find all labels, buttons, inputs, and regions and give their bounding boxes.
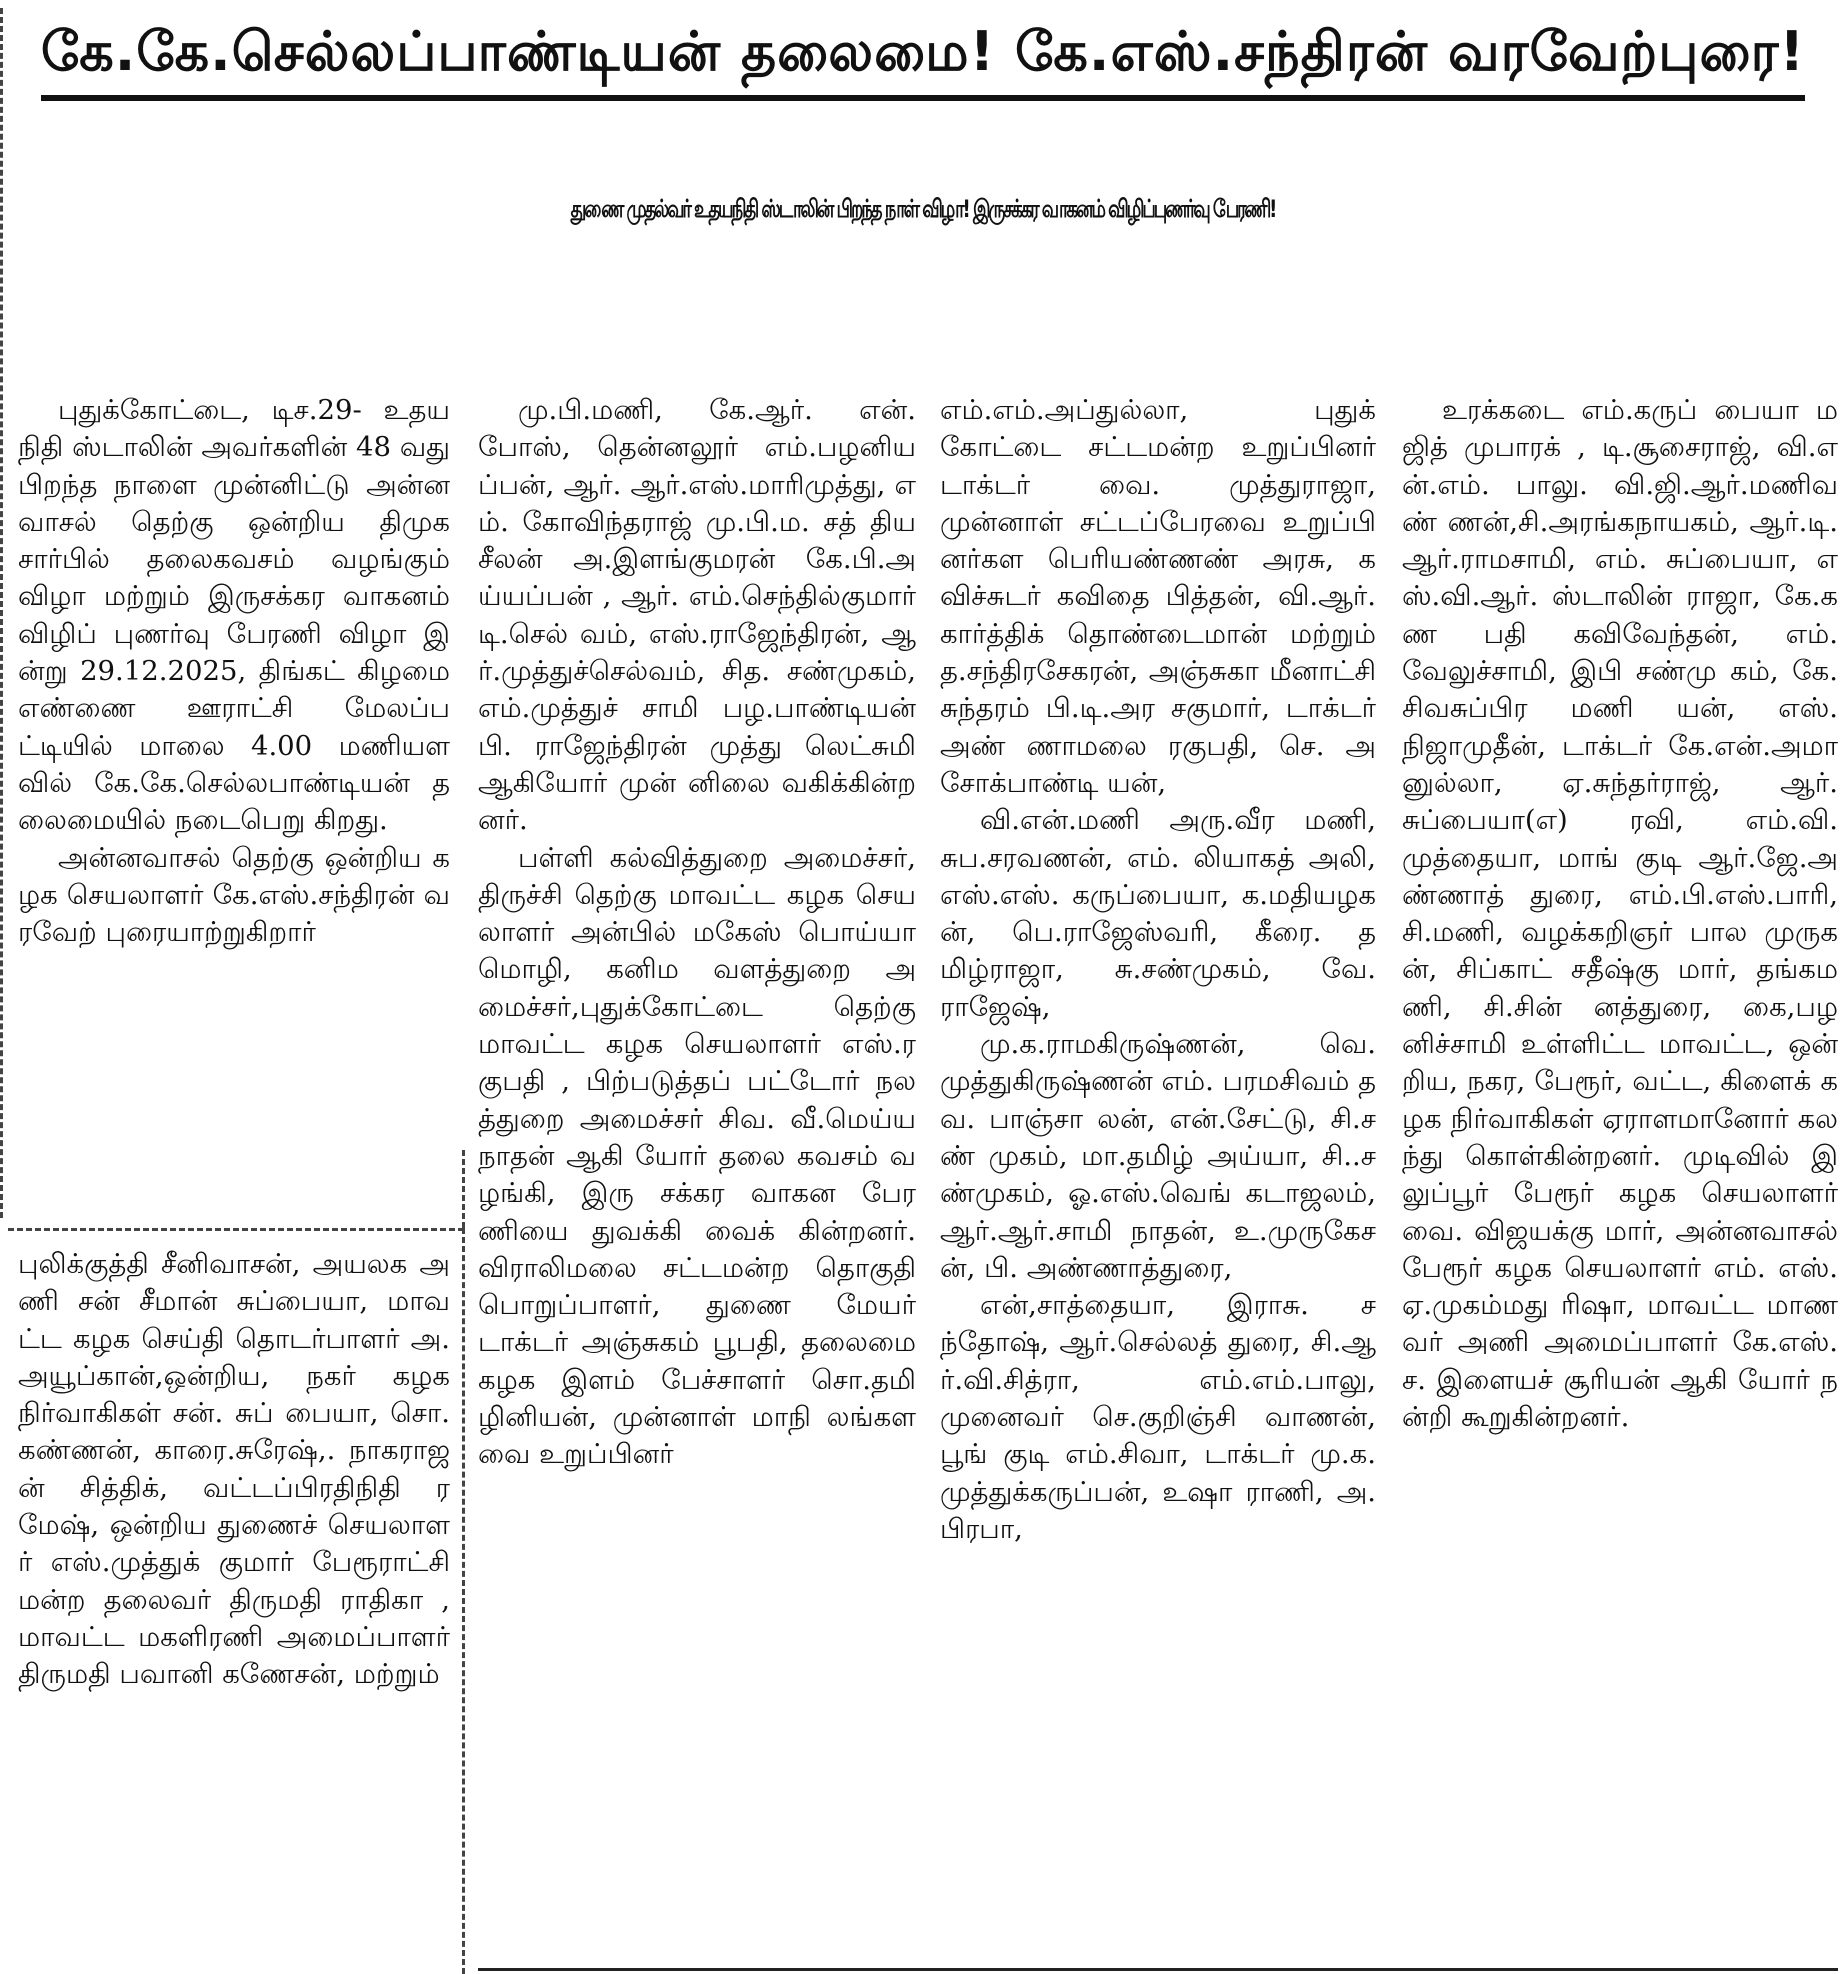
paragraph: வி.என்.மணி அரு.வீர மணி, சுப.சரவணன், எம். லியாகத் அலி, எஸ்.எஸ். கருப்பையா, க.மதியழகன், பெ.ராஜேஸ்வரி, கீரை. தமிழ்ராஜா, சு.சண்முகம், வே.ராஜேஷ், bbox=[940, 804, 1376, 1023]
paragraph: மு.க.ராமகிருஷ்ணன், வெ.முத்துகிருஷ்ணன் எம். பரமசிவம் தவ. பாஞ்சா லன், என்.சேட்டு, சி.சண் முகம், மா.தமிழ் அய்யா, சி..சண்முகம், ஓ.எஸ்.வெங் கடாஜலம், ஆர்.ஆர்.சாமி நாதன், உ.முருகேசன், பி. அண்ணாத்துரை, bbox=[940, 1028, 1376, 1284]
article-column-1-top bbox=[18, 392, 450, 951]
sub-headline bbox=[0, 289, 1846, 402]
article-column-4 bbox=[1402, 392, 1838, 1436]
kicker-text: கே.கே.செல்லப்பாண்டியன் தலைமை! கே.எஸ்.சந்திரன் வரவேற்புரை! bbox=[41, 20, 1805, 101]
box-border-top bbox=[8, 1228, 464, 1231]
article-column-1-bottom bbox=[18, 1246, 450, 1694]
paragraph: அன்னவாசல் தெற்கு ஒன்றிய கழக செயலாளர் கே.எஸ்.சந்திரன் வரவேற் புரையாற்றுகிறார் bbox=[18, 841, 450, 949]
column-divider bbox=[462, 1150, 465, 1228]
main-headline: துணை முதல்வர் உதயநிதி ஸ்டாலின் பிறந்த நாள் விழா! இருசக்கர வாகனம் விழிப்புணர்வு பேரணி! bbox=[570, 194, 1276, 223]
paragraph: எம்.எம்.அப்துல்லா, புதுக் கோட்டை சட்டமன்ற உறுப்பினர் டாக்டர் வை. முத்துராஜா, முன்னாள் சட்டப்பேரவை உறுப்பி னர்கள பெரியண்ணண் அரசு, கவிச்சுடர் கவிதை பித்தன், வி.ஆர்.கார்த்திக் தொண்டைமான் மற்றும் த.சந்திரசேகரன், அஞ்சுகா மீனாட்சி சுந்தரம் பி.டி.அர சகுமார், டாக்டர் அண் ணாமலை ரகுபதி, செ. அசோக்பாண்டி யன், bbox=[940, 394, 1376, 799]
paragraph: பள்ளி கல்வித்துறை அமைச்சர், திருச்சி தெற்கு மாவட்ட கழக செயலாளர் அன்பில் மகேஸ் பொய்யா மொழி, கனிம வளத்துறை அமைச்சர்,புதுக்கோட்டை தெற்கு மாவட்ட கழக செயலாளர் எஸ்.ரகுபதி , பிற்படுத்தப் பட்டோர் நலத்துறை அமைச்சர் சிவ. வீ.மெய்யநாதன் ஆகி யோர் தலை கவசம் வழங்கி, இரு சக்கர வாகன பேரணியை துவக்கி வைக் கின்றனர். விராலிமலை சட்டமன்ற தொகுதி பொறுப்பாளர், துணை மேயர் டாக்டர் அஞ்சுகம் பூபதி, தலைமை கழக இளம் பேச்சாளர் சொ.தமி ழினியன், முன்னாள் மாநி லங்களவை உறுப்பினர் bbox=[478, 841, 916, 1471]
bottom-rule bbox=[478, 1968, 1838, 1971]
paragraph: மு.பி.மணி, கே.ஆர். என்.போஸ், தென்னலூர் எம்.பழனியப்பன், ஆர். ஆர்.எஸ்.மாரிமுத்து, எம். கோவிந்தராஜ் மு.பி.ம. சத் தியசீலன் அ.இளங்குமரன் கே.பி.அய்யப்பன் , ஆர். எம்.செந்தில்குமார் டி.செல் வம், எஸ்.ராஜேந்திரன், ஆர்.முத்துச்செல்வம், சித. சண்முகம், எம்.முத்துச் சாமி பழ.பாண்டியன் பி. ராஜேந்திரன் முத்து லெட்சுமி ஆகியோர் முன் னிலை வகிக்கின்றனர். bbox=[478, 394, 916, 837]
box-border-right bbox=[462, 1228, 465, 1974]
paragraph: புலிக்குத்தி சீனிவாசன், அயலக அணி சன் சீமான் சுப்பையா, மாவட்ட கழக செய்தி தொடர்பாளர் அ.அயூப்கான்,ஒன்றிய, நகர் கழக நிர்வாகிகள் சன். சுப் பையா, சொ.கண்ணன், காரை.சுரேஷ்,. நாகராஜன் சித்திக், வட்டப்பிரதிநிதி ரமேஷ், ஒன்றிய துணைச் செயலாளர் எஸ்.முத்துக் குமார் பேரூராட்சி மன்ற தலைவர் திருமதி ராதிகா , மாவட்ட மகளிரணி அமைப்பாளர் திருமதி பவானி கணேசன், மற்றும் bbox=[18, 1248, 450, 1691]
paragraph: என்,சாத்தையா, இராசு. சந்தோஷ், ஆர்.செல்லத் துரை, சி.ஆர்.வி.சித்ரா, எம்.எம்.பாலு, முனைவர் செ.குறிஞ்சி வாணன், பூங் குடி எம்.சிவா, டாக்டர் மு.க.முத்துக்கருப்பன், உஷா ராணி, அ.பிரபா, bbox=[940, 1289, 1376, 1545]
paragraph: புதுக்கோட்டை, டிச.29- உதயநிதி ஸ்டாலின் அவர்களின் 48 வது பிறந்த நாளை முன்னிட்டு அன்ன வாசல் தெற்கு ஒன்றிய திமுக சார்பில் தலைகவசம் வழங்கும் விழா மற்றும் இருசக்கர வாகனம் விழிப் புணர்வு பேரணி விழா இன்று 29.12.2025, திங்கட் கிழமை எண்ணை ஊராட்சி மேலப்பட்டியில் மாலை 4.00 மணியளவில் கே.கே.செல்லபாண்டியன் தலைமையில் நடைபெறு கிறது. bbox=[18, 394, 450, 837]
article-column-3 bbox=[940, 392, 1376, 1548]
article-column-2 bbox=[478, 392, 916, 1474]
paragraph: உரக்கடை எம்.கருப் பையா மஜித் முபாரக் , டி.சூசைராஜ், வி.என்.எம். பாலு. வி.ஜி.ஆர்.மணிவண் ணன்,சி.அரங்கநாயகம், ஆர்.டி.ஆர்.ராமசாமி, எம். சுப்பையா, எஸ்.வி.ஆர். ஸ்டாலின் ராஜா, கே.கண பதி கவிவேந்தன், எம். வேலுச்சாமி, இபி சண்மு கம், கே.சிவசுப்பிர மணி யன், எஸ்.நிஜாமுதீன், டாக்டர் கே.என்.அமா னுல்லா, ஏ.சுந்தர்ராஜ், ஆர்.சுப்பையா(எ) ரவி, எம்.வி.முத்தையா, மாங் குடி ஆர்.ஜே.அண்ணாத் துரை, எம்.பி.எஸ்.பாரி, சி.மணி, வழக்கறிஞர் பால முருகன், சிப்காட் சதீஷ்கு மார், தங்கமணி, சி.சின் னத்துரை, கை,பழனிச்சாமி உள்ளிட்ட மாவட்ட, ஒன் றிய, நகர, பேரூர், வட்ட, கிளைக் கழக நிர்வாகிகள் ஏராளமானோர் கலந்து கொள்கின்றனர். முடிவில் இலுப்பூர் பேரூர் கழக செயலாளர் வை. விஜயக்கு மார், அன்னவாசல் பேரூர் கழக செயலாளர் எம். எஸ்.ஏ.முகம்மது ரிஷா, மாவட்ட மாணவர் அணி அமைப்பாளர் கே.எஸ்.ச. இளையச் சூரியன் ஆகி யோர் நன்றி கூறுகின்றனர். bbox=[1402, 394, 1838, 1434]
